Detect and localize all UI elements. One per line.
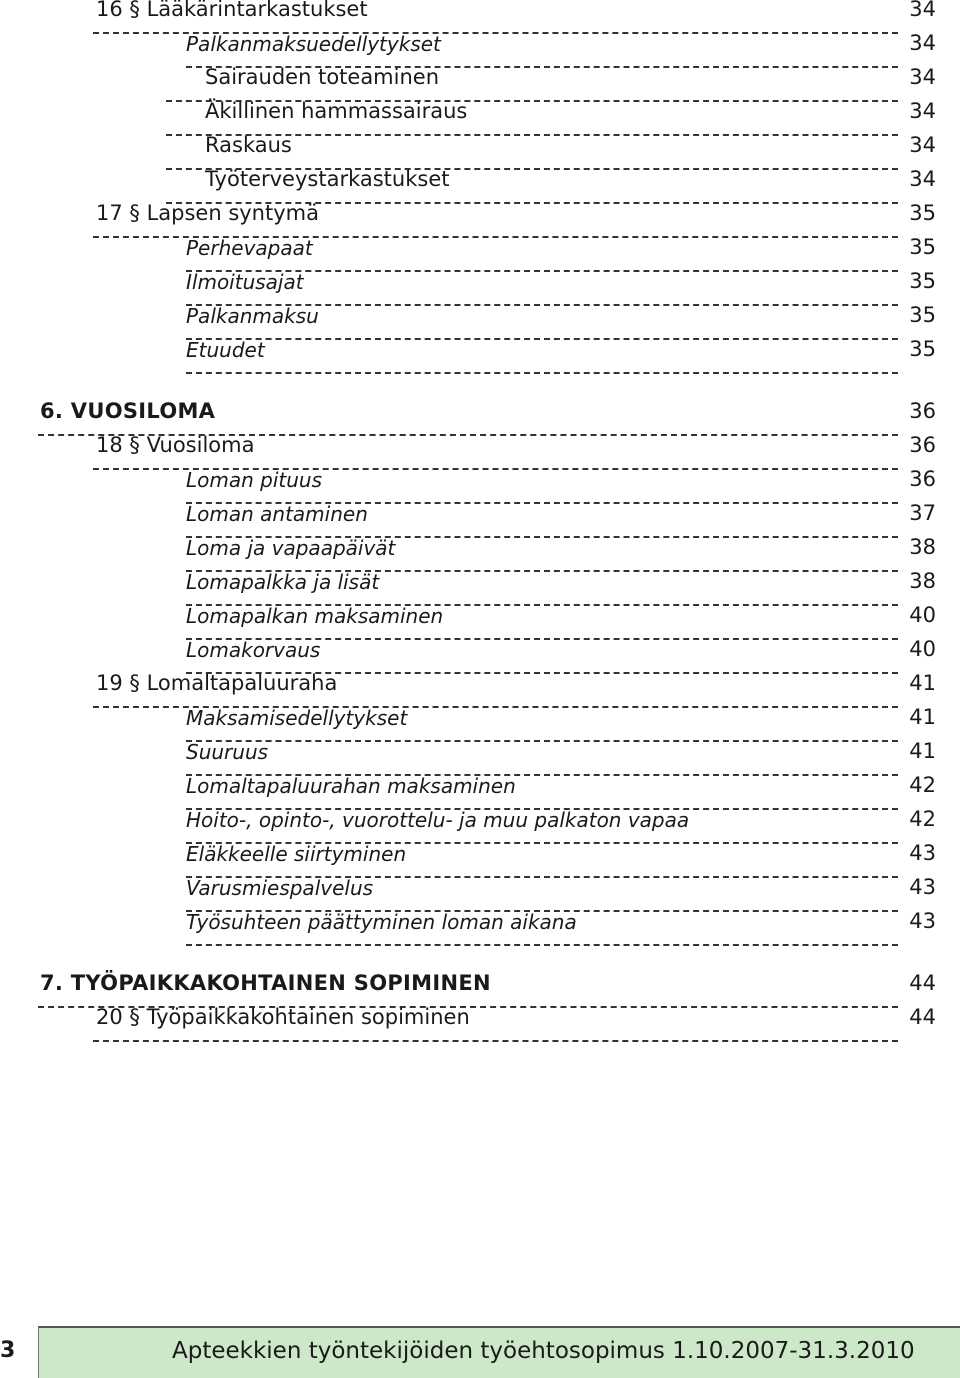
toc-entry-label: Raskaus	[205, 133, 292, 157]
toc-entry-page: 35	[909, 337, 936, 361]
leader-dots	[93, 1040, 898, 1042]
toc-entry-label: Maksamisedellytykset	[186, 706, 408, 730]
toc-entry-label: Palkanmaksu	[186, 304, 319, 328]
toc-entry-label: Suuruus	[186, 740, 269, 764]
toc-entry-label: 6. VUOSILOMA	[40, 399, 216, 423]
toc-entry-label: Lomapalkka ja lisät	[186, 570, 380, 594]
toc-entry	[93, 1005, 936, 1042]
toc-entry	[186, 269, 936, 306]
toc-entry-label: 20 § Työpaikkakohtainen sopiminen	[96, 1005, 470, 1029]
toc-entry-label: 7. TYÖPAIKKAKOHTAINEN SOPIMINEN	[40, 971, 491, 995]
toc-entry-label: 18 § Vuosiloma	[96, 433, 255, 457]
toc-entry-page: 36	[909, 399, 936, 423]
leader-dots	[186, 944, 898, 946]
toc-entry	[186, 637, 936, 674]
toc-entry-label: Loma ja vapaapäivät	[186, 536, 396, 560]
toc-entry	[186, 337, 936, 374]
document-title: Apteekkien työntekijöiden työehtosopimus 1.10.2007-31.3.2010	[172, 1338, 915, 1364]
toc-entry-page: 44	[909, 1005, 936, 1029]
toc-entry-page: 43	[909, 909, 936, 933]
toc-entry-page: 44	[909, 971, 936, 995]
toc-entry	[166, 65, 936, 102]
toc-entry	[186, 467, 936, 504]
toc-entry-page: 42	[909, 807, 936, 831]
toc-entry-page: 42	[909, 773, 936, 797]
toc-entry-page: 36	[909, 467, 936, 491]
page-number: 3	[0, 1338, 16, 1363]
toc-entry-page: 36	[909, 433, 936, 457]
toc-entry-label: Varusmiespalvelus	[186, 876, 374, 900]
page-footer	[0, 1326, 960, 1378]
toc-entry	[186, 875, 936, 912]
toc-entry-page: 38	[909, 569, 936, 593]
toc-entry	[186, 235, 936, 272]
toc-entry-page: 41	[909, 739, 936, 763]
toc-entry-label: Etuudet	[186, 338, 265, 362]
toc-entry	[186, 773, 936, 810]
toc-entry-page: 35	[909, 201, 936, 225]
toc-entry	[186, 603, 936, 640]
toc-entry-page: 34	[909, 31, 936, 55]
toc-entry	[93, 201, 936, 238]
toc-entry-label: Sairauden toteaminen	[205, 65, 440, 89]
toc-entry-label: Perhevapaat	[186, 236, 313, 260]
toc-entry	[186, 31, 936, 68]
toc-entry	[166, 133, 936, 170]
toc-entry-page: 43	[909, 875, 936, 899]
toc-entry-page: 34	[909, 65, 936, 89]
toc-entry	[38, 971, 936, 1008]
toc-entry	[186, 535, 936, 572]
toc-entry-label: Lomapalkan maksaminen	[186, 604, 444, 628]
toc-entry-label: Työsuhteen päättyminen loman aikana	[186, 910, 577, 934]
toc-entry-page: 35	[909, 269, 936, 293]
toc-entry-label: Loman pituus	[186, 468, 323, 492]
toc-entry	[186, 739, 936, 776]
toc-entry	[186, 841, 936, 878]
toc-entry-label: Loman antaminen	[186, 502, 368, 526]
toc-entry	[166, 99, 936, 136]
toc-entry-label: 17 § Lapsen syntymä	[96, 201, 319, 225]
toc-entry-label: Lomaltapaluurahan maksaminen	[186, 774, 516, 798]
toc-entry-label: 16 § Lääkärintarkastukset	[96, 0, 368, 21]
toc-entry-label: 19 § Lomaltapaluuraha	[96, 671, 338, 695]
toc-entry	[186, 569, 936, 606]
toc-entry	[93, 433, 936, 470]
toc-entry	[186, 909, 936, 946]
toc-entry	[166, 167, 936, 204]
toc-entry-page: 34	[909, 167, 936, 191]
toc-entry-label: Äkillinen hammassairaus	[205, 99, 468, 123]
toc-entry-page: 41	[909, 705, 936, 729]
toc-entry-page: 40	[909, 603, 936, 627]
toc-entry-page: 35	[909, 303, 936, 327]
toc-entry-page: 35	[909, 235, 936, 259]
toc-entry-page: 38	[909, 535, 936, 559]
toc-entry-page: 37	[909, 501, 936, 525]
toc-entry-page: 34	[909, 133, 936, 157]
toc-entry-page: 34	[909, 99, 936, 123]
toc-entry-label: Palkanmaksuedellytykset	[186, 32, 441, 56]
toc-entry	[93, 671, 936, 708]
toc-entry-page: 41	[909, 671, 936, 695]
toc-entry-label: Hoito-, opinto-, vuorottelu- ja muu palkaton vapaa	[186, 808, 690, 832]
toc-entry-page: 43	[909, 841, 936, 865]
toc-entry-label: Työterveystarkastukset	[205, 167, 450, 191]
toc-entry	[186, 705, 936, 742]
toc-entry	[186, 807, 936, 844]
leader-dots	[186, 372, 898, 374]
toc-entry	[186, 501, 936, 538]
toc-entry-label: Ilmoitusajat	[186, 270, 304, 294]
toc-entry	[93, 0, 936, 34]
toc-entry	[186, 303, 936, 340]
toc-entry	[38, 399, 936, 436]
toc-entry-page: 40	[909, 637, 936, 661]
toc-entry-page: 34	[909, 0, 936, 21]
toc-entry-label: Lomakorvaus	[186, 638, 321, 662]
toc-entry-label: Eläkkeelle siirtyminen	[186, 842, 407, 866]
